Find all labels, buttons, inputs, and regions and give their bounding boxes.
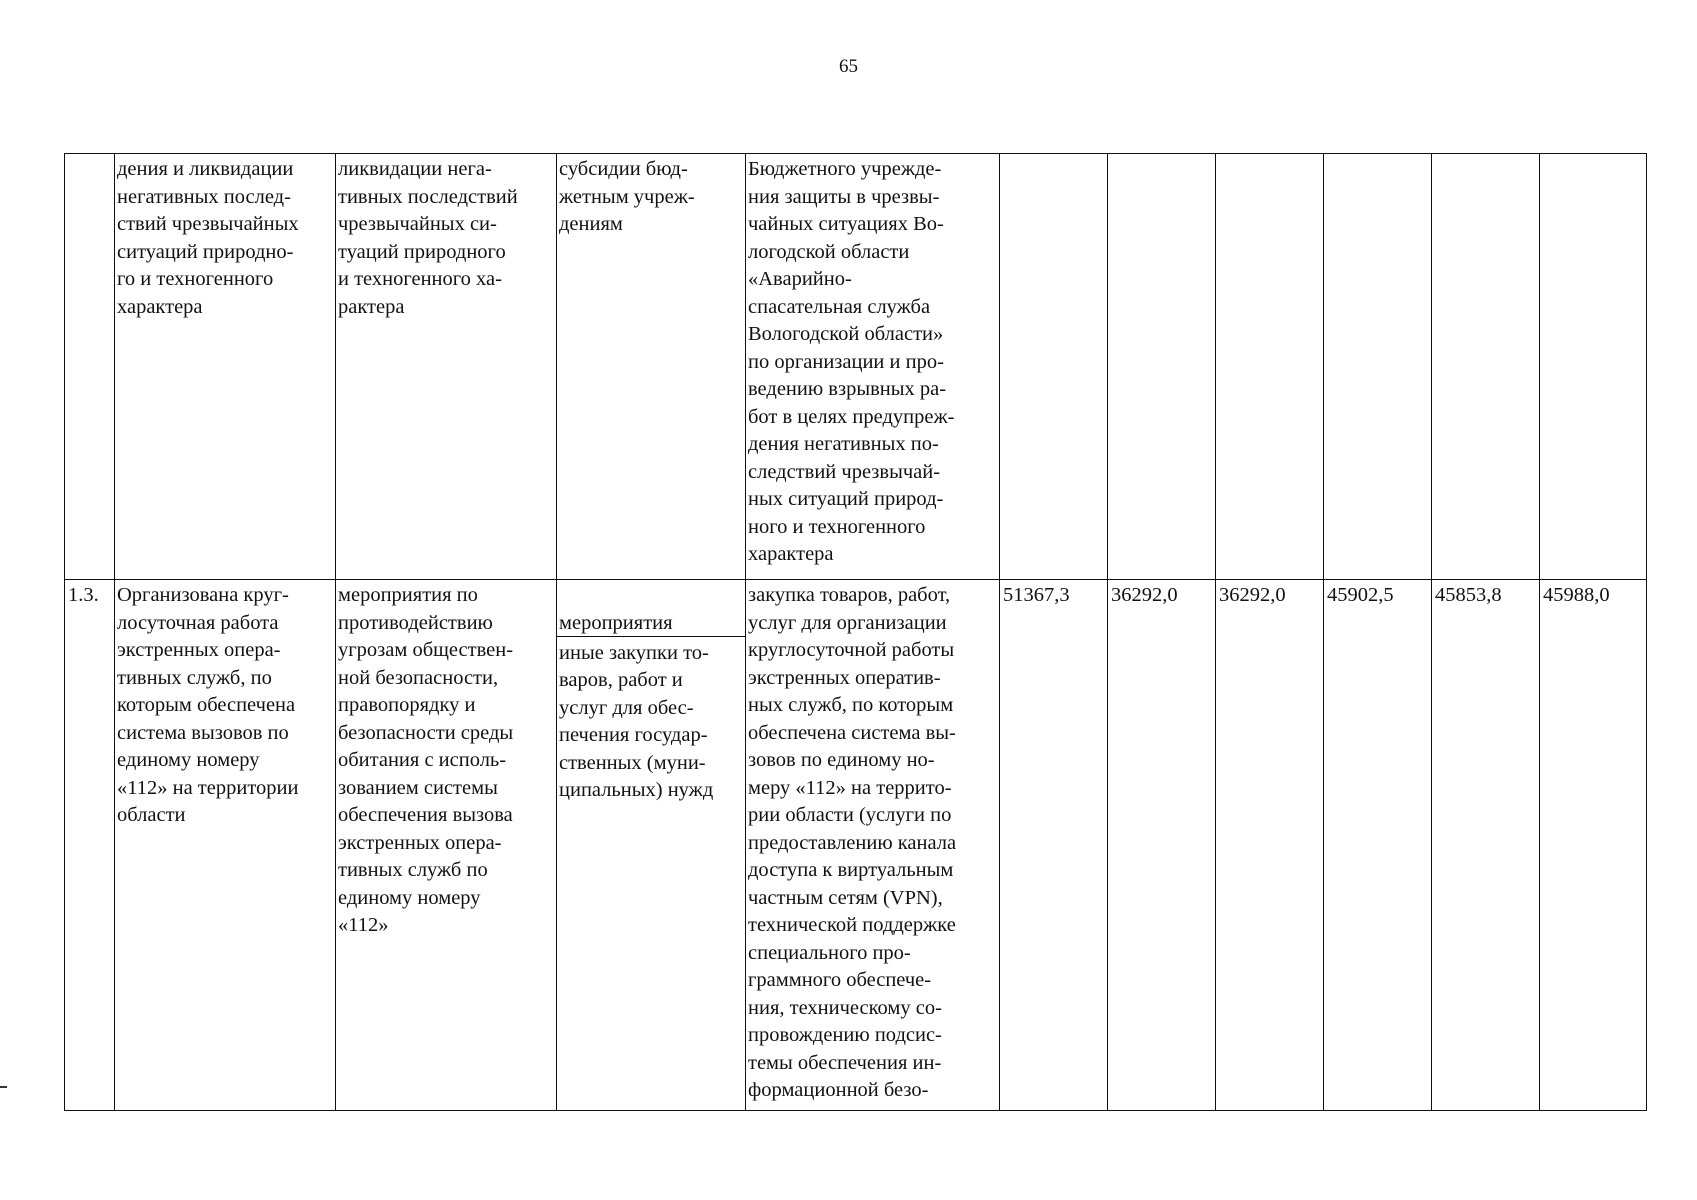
margin-mark: [0, 1086, 7, 1088]
value-cell: [1324, 154, 1432, 580]
value-cell: [1108, 154, 1216, 580]
task-cell: Организована круг- лосуточная работа экстренных опера- тивных служб, по которым обеспечена система вызовов по единому номеру «112» на территории области: [115, 580, 336, 1111]
expense-type-header: мероприятия: [557, 608, 745, 637]
value-cell: 51367,3: [1000, 580, 1108, 1111]
value-cell: [1432, 154, 1540, 580]
page-number: 65: [839, 56, 858, 77]
activity-name-cell: ликвидации нега- тивных последствий чрезвычайных си- туаций природного и техногенного ха- рактера: [336, 154, 557, 580]
table-row: [65, 580, 1647, 1111]
activity-name-cell: мероприятия по противодействию угрозам обществен- ной безопасности, правопорядку и безопасности среды обитания с исполь- зованием системы обеспечения вызова экстренных опера- тивных служб по единому номеру «112»: [336, 580, 557, 1111]
value-cell: 45988,0: [1540, 580, 1647, 1111]
value-cell: 45902,5: [1324, 580, 1432, 1111]
value-cell: 45853,8: [1432, 580, 1540, 1111]
table-row: [65, 154, 1647, 580]
value-cell: 36292,0: [1108, 580, 1216, 1111]
row-number-cell: [65, 154, 115, 580]
value-cell: [1000, 154, 1108, 580]
value-cell: [1540, 154, 1647, 580]
value-cell: 36292,0: [1216, 580, 1324, 1111]
expense-type-cell: [557, 580, 746, 1111]
program-activities-table: [64, 153, 1647, 1111]
value-cell: [1216, 154, 1324, 580]
description-cell: Бюджетного учрежде- ния защиты в чрезвы- чайных ситуациях Во- логодской области «Аварийно- спасательная служба Вологодской области» по организации и про- ведению взрывных ра- бот в целях предупреж- дения негативных по- следствий чрезвычай- ных ситуаций природ- ного и техногенного характера: [746, 154, 1000, 580]
task-cell: дения и ликвидации негативных послед- ствий чрезвычайных ситуаций природно- го и техногенного характера: [115, 154, 336, 580]
expense-type-cell: субсидии бюд- жетным учреж- дениям: [557, 154, 746, 580]
row-number-cell: 1.3.: [65, 580, 115, 1111]
expense-type-detail: иные закупки то- варов, работ и услуг для обес- печения государ- ственных (муни- ципальных) нужд: [559, 641, 714, 801]
expense-type-split: [557, 608, 745, 805]
description-cell: закупка товаров, работ, услуг для организации круглосуточной работы экстренных оператив- ных служб, по которым обеспечена система вы- зовов по единому но- меру «112» на террито- рии области (услуги по предоставлению канала доступа к виртуальным частным сетям (VPN), технической поддержке специального про- граммного обеспече- ния, техническому со- провождению подсис- темы обеспечения ин- формационной безо-: [746, 580, 1000, 1111]
